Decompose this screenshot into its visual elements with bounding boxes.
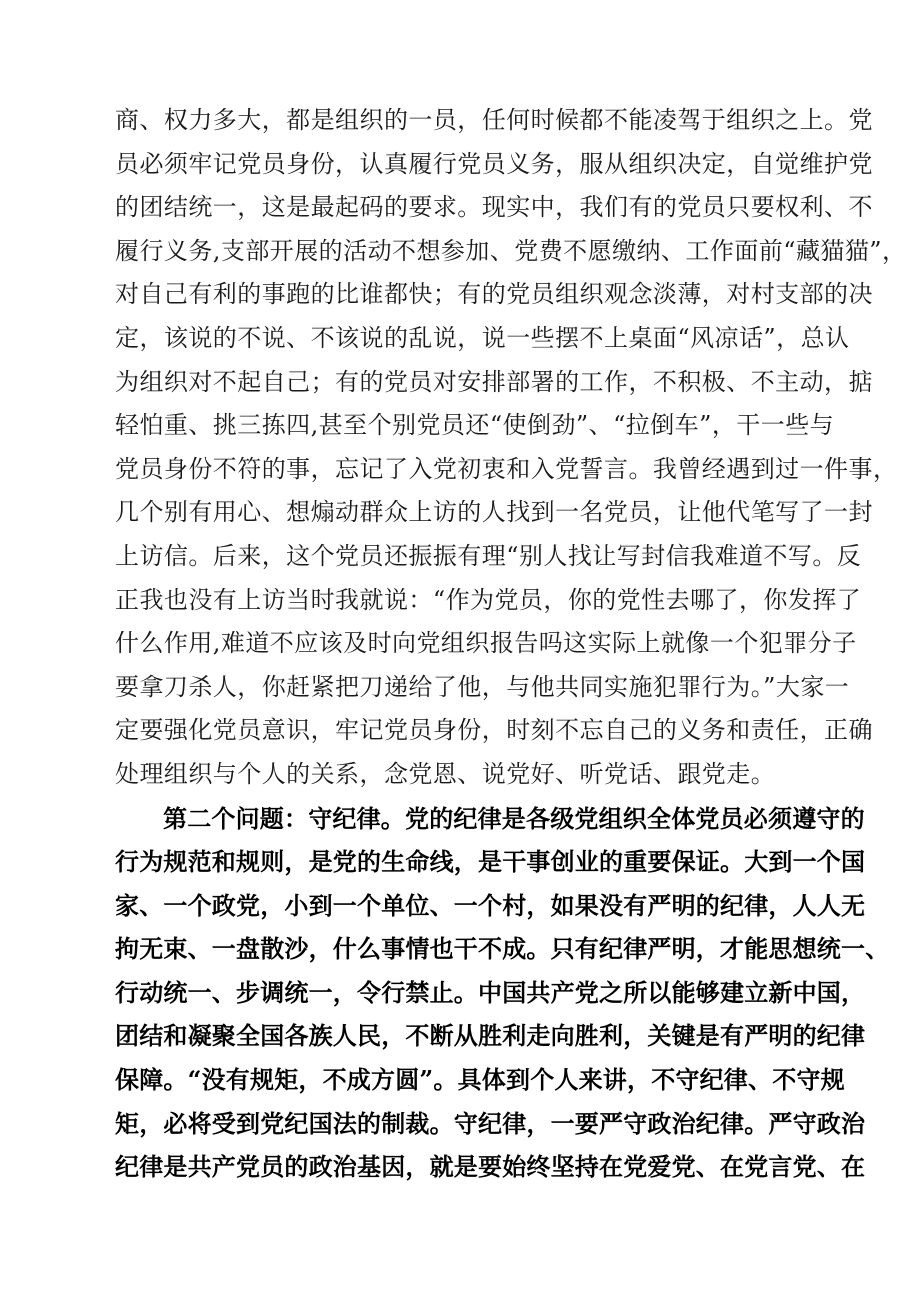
text-line: 定要强化党员意识，牢记党员身份，时刻不忘自己的义务和责任，正确 bbox=[115, 716, 873, 745]
text-line: 员必须牢记党员身份，认真履行党员义务，服从组织决定，自觉维护党 bbox=[115, 149, 873, 178]
text-line: 几个别有用心、想煽动群众上访的人找到一名党员，让他代笔写了一封 bbox=[115, 498, 873, 527]
text-line: 为组织对不起自己；有的党员对安排部署的工作，不积极、不主动，掂 bbox=[115, 367, 873, 396]
text-line: 团结和凝聚全国各族人民，不断从胜利走向胜利，关键是有严明的纪律 bbox=[115, 1021, 866, 1051]
text-line: 要拿刀杀人，你赶紧把刀递给了他，与他共同实施犯罪行为。”大家一 bbox=[115, 672, 850, 701]
text-line: 拘无束、一盘散沙，什么事情也干不成。只有纪律严明，才能思想统一、 bbox=[115, 934, 890, 964]
text-line: 什么作用,难道不应该及时向党组织报告吗这实际上就像一个犯罪分子 bbox=[115, 629, 857, 658]
text-line: 纪律是共产党员的政治基因，就是要始终坚持在党爱党、在党言党、在 bbox=[115, 1152, 866, 1182]
text-line: 保障。“没有规矩，不成方圆”。具体到个人来讲，不守纪律、不守规 bbox=[115, 1065, 845, 1095]
text-line: 党员身份不符的事，忘记了入党初衷和入党誓言。我曾经遇到过一件事， bbox=[115, 454, 898, 483]
paragraph-1 bbox=[115, 99, 907, 797]
text-line: 行动统一、步调统一，令行禁止。中国共产党之所以能够建立新中国， bbox=[115, 977, 866, 1007]
text-body bbox=[115, 99, 907, 1189]
text-line: 的团结统一，这是最起码的要求。现实中，我们有的党员只要权利、不 bbox=[115, 193, 873, 222]
text-line: 定，该说的不说、不该说的乱说，说一些摆不上桌面“风凉话”，总认 bbox=[115, 323, 850, 352]
text-line: 对自己有利的事跑的比谁都快；有的党员组织观念淡薄，对村支部的决 bbox=[115, 280, 873, 309]
text-line: 履行义务,支部开展的活动不想参加、党费不愿缴纳、工作面前“藏猫猫”， bbox=[115, 236, 907, 265]
text-line: 家、一个政党，小到一个单位、一个村，如果没有严明的纪律，人人无 bbox=[115, 890, 866, 920]
text-line: 处理组织与个人的关系，念党恩、说党好、听党话、跟党走。 bbox=[115, 759, 776, 788]
text-line: 轻怕重、挑三拣四,甚至个别党员还“使倒劲”、“拉倒车”，干一些与 bbox=[115, 411, 835, 440]
text-line: 行为规范和规则，是党的生命线，是干事创业的重要保证。大到一个国 bbox=[115, 847, 866, 877]
paragraph-2 bbox=[115, 797, 890, 1189]
text-line: 正我也没有上访当时我就说：“作为党员，你的党性去哪了，你发挥了 bbox=[115, 585, 862, 614]
text-line: 上访信。后来，这个党员还振振有理“别人找让写封信我难道不写。反 bbox=[115, 541, 862, 570]
text-line: 商、权力多大，都是组织的一员，任何时候都不能凌驾于组织之上。党 bbox=[115, 106, 873, 134]
text-line: 第二个问题：守纪律。党的纪律是各级党组织全体党员必须遵守的 bbox=[163, 803, 865, 833]
text-line: 矩，必将受到党纪国法的制裁。守纪律，一要严守政治纪律。严守政治 bbox=[115, 1108, 866, 1138]
